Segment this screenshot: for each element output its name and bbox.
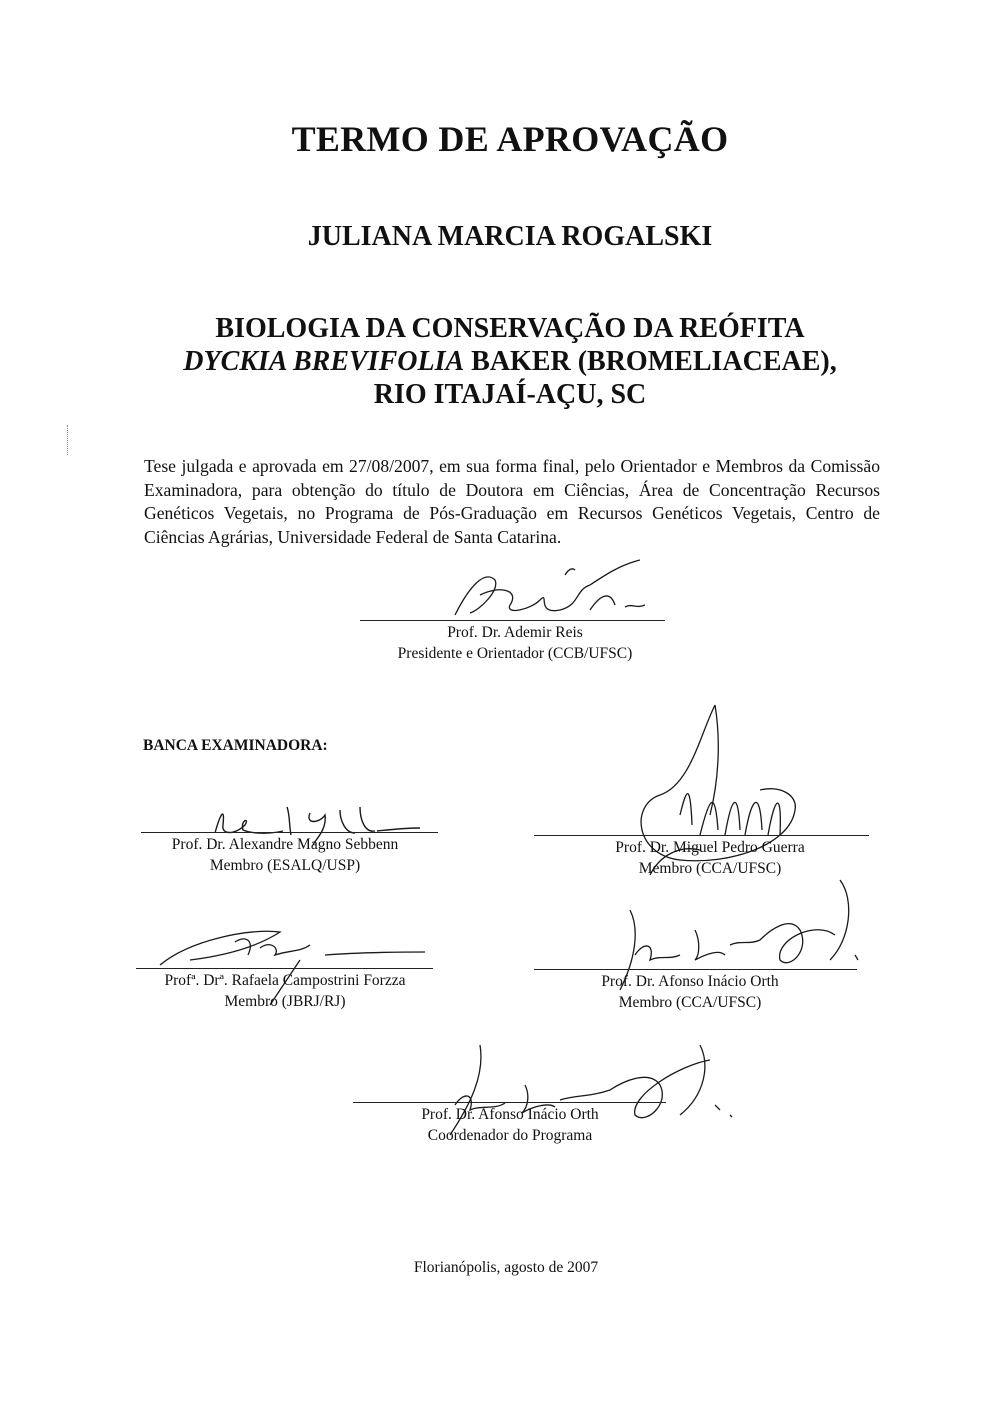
member2-name: Prof. Dr. Miguel Pedro Guerra <box>615 839 805 856</box>
member4-block <box>520 971 860 1013</box>
thesis-title-line3: RIO ITAJAÍ-AÇU, SC <box>373 379 647 410</box>
member1-role: Membro (ESALQ/USP) <box>209 857 361 874</box>
coordinator-role: Coordenador do Programa <box>427 1127 593 1144</box>
coordinator-name: Prof. Dr. Afonso Inácio Orth <box>421 1106 599 1123</box>
species-name: DYCKIA BREVIFOLIA <box>183 346 465 377</box>
coordinator-signature-line <box>353 1102 666 1103</box>
member3-name: Profª. Drª. Rafaela Campostrini Forzza <box>164 972 406 989</box>
member3-role: Membro (JBRJ/RJ) <box>224 993 346 1010</box>
member3-signature-line <box>136 968 433 969</box>
member1-block <box>120 834 450 876</box>
thesis-title-line2 <box>0 345 992 378</box>
scan-artifact <box>67 425 70 455</box>
member2-signature-line <box>534 835 869 836</box>
coordinator-block <box>345 1104 675 1146</box>
thesis-title <box>0 312 992 411</box>
document-title: TERMO DE APROVAÇÃO <box>291 119 729 159</box>
thesis-title-line1: BIOLOGIA DA CONSERVAÇÃO DA REÓFITA <box>215 313 805 344</box>
member1-signature-line <box>141 832 438 833</box>
advisor-signature-line <box>360 620 665 621</box>
author-name: JULIANA MARCIA ROGALSKI <box>307 221 713 252</box>
advisor-role: Presidente e Orientador (CCB/UFSC) <box>397 645 633 662</box>
advisor-signature <box>440 555 670 627</box>
member4-name: Prof. Dr. Afonso Inácio Orth <box>601 973 779 990</box>
place-and-date: Florianópolis, agosto de 2007 <box>413 1259 599 1276</box>
member4-role: Membro (CCA/UFSC) <box>618 994 762 1011</box>
member3-block <box>120 970 450 1012</box>
approval-statement: Tese julgada e aprovada em 27/08/2007, em sua forma final, pelo Orientador e Membros da Comissão Examinadora, para obtenção do título de Doutora em Ciências, Área de Concentração Recursos Genéticos Vegetais, no Programa de Pós-Graduação em Recursos Genéticos Vegetais, Centro de Ciências Agrárias, Universidade Federal de Santa Catarina. <box>144 456 880 547</box>
thesis-title-line2-rest: BAKER (BROMELIACEAE), <box>464 346 837 377</box>
committee-heading: BANCA EXAMINADORA: <box>143 737 328 754</box>
member2-block <box>545 837 875 879</box>
advisor-block <box>330 622 700 664</box>
member4-signature-line <box>534 969 857 970</box>
member1-name: Prof. Dr. Alexandre Magno Sebbenn <box>171 836 399 853</box>
advisor-name: Prof. Dr. Ademir Reis <box>447 624 583 641</box>
member2-role: Membro (CCA/UFSC) <box>638 860 782 877</box>
